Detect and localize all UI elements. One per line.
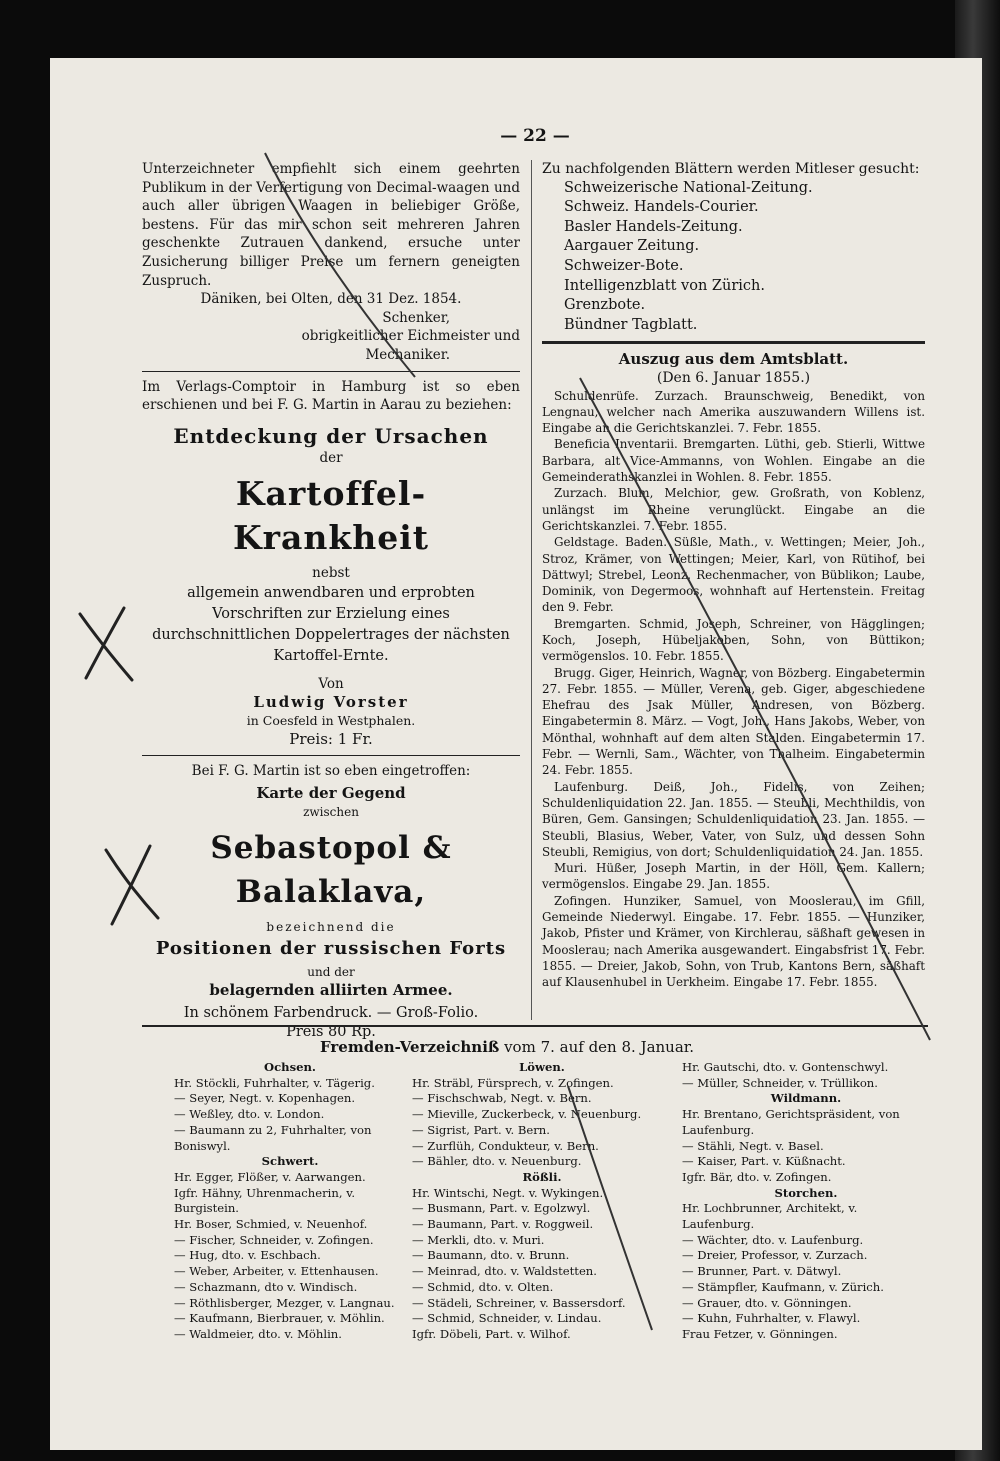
fremden-entry: — Röthlisberger, Mezger, v. Langnau. <box>174 1295 395 1310</box>
fremden-entry: Hr. Egger, Flößer, v. Aarwangen. <box>174 1169 366 1184</box>
fremden-entry: — Sigrist, Part. v. Bern. <box>412 1122 550 1137</box>
fremden-entry: — Müller, Schneider, v. Trüllikon. <box>682 1075 878 1090</box>
fremden-entry: — Grauer, dto. v. Gönningen. <box>682 1295 852 1310</box>
pencil-stroke-mark-icon <box>255 145 425 385</box>
ad-map-und-der: und der <box>307 964 355 979</box>
fremden-title-bold: Fremden-Verzeichniß <box>320 1038 500 1056</box>
list-item: Schweiz. Handels-Courier. <box>564 199 759 216</box>
fremden-title-rest: vom 7. auf den 8. Januar. <box>504 1038 695 1056</box>
ad-map-price: Preis 80 Rp. <box>286 1023 376 1040</box>
fremden-entry: — Weber, Arbeiter, v. Ettenhausen. <box>174 1264 379 1279</box>
pencil-stroke-mark-icon <box>560 1080 660 1340</box>
divider <box>142 755 520 756</box>
fremden-entry: — Kuhn, Fuhrhalter, v. Flawyl. <box>682 1311 861 1326</box>
pencil-stroke-mark-icon <box>560 370 940 1050</box>
ad-map-title-2: Sebastopol & Balaklava, <box>210 829 452 910</box>
fremden-entry: Hr. Stöckli, Fuhrhalter, v. Tägerig. <box>174 1075 375 1090</box>
fremden-entry: — Brunner, Part. v. Dätwyl. <box>682 1264 842 1279</box>
fremden-entry: Hr. Boser, Schmied, v. Neuenhof. <box>174 1217 368 1232</box>
fremden-entry: — Busmann, Part. v. Egolzwyl. <box>412 1201 591 1216</box>
newspaper-list <box>542 179 925 336</box>
fremden-entry: Igfr. Bär, dto. v. Zofingen. <box>682 1169 832 1184</box>
ad-scales-sign-name: Schenker, <box>382 309 450 326</box>
ad-book-description: allgemein anwendbaren und erprobten Vorschriften zur Erzielung eines durchschnittlichen Doppelertrages der nächsten Kartoffel-Ernte. <box>152 584 510 664</box>
pencil-cross-mark-icon <box>96 840 166 930</box>
fremden-entry: Hr. Brentano, Gerichtspräsident, von <box>682 1107 900 1122</box>
list-item: Intelligenzblatt von Zürich. <box>564 277 765 294</box>
ad-book-price: Preis: 1 Fr. <box>289 730 373 749</box>
fremden-entry: — Waldmeier, dto. v. Möhlin. <box>174 1326 342 1341</box>
ad-map-title-4: belagernden alliirten Armee. <box>209 981 453 1000</box>
ad-scales-date: Däniken, bei Olten, den 31 Dez. 1854. <box>200 291 462 308</box>
ad-map-format: In schönem Farbendruck. — Groß-Folio. <box>183 1005 479 1022</box>
fremden-entry: Igfr. Döbeli, Part. v. Wilhof. <box>412 1326 571 1341</box>
amtsblatt-entry: Laufenburg. Deiß, Joh., Fidelis, von Zeihen; Schuldenliquidation 22. Jan. 1855. — Steubli, Mechthildis, von Büren, Gem. Gansingen; Schuldenliquidation 23. Jan. 1855. — Steubli, Blasius, Weber, Vater, von Sulz, und dessen Sohn Steubli, Remigius, von dort; Schuldenliquidation 24. Jan. 1855. <box>542 779 925 859</box>
fremden-entry: — Fischer, Schneider, v. Zofingen. <box>174 1232 374 1247</box>
amtsblatt-date: (Den 6. Januar 1855.) <box>656 369 811 386</box>
fremden-entry: Hr. Lochbrunner, Architekt, v. Laufenburg. <box>682 1201 858 1232</box>
ad-map-bezeichnend: bezeichnend die <box>266 919 396 934</box>
fremden-entry: — Wächter, dto. v. Laufenburg. <box>682 1232 864 1247</box>
fremden-entry: — Stähli, Negt. v. Basel. <box>682 1138 824 1153</box>
fremden-entry: — Schmid, dto. v. Olten. <box>412 1279 554 1294</box>
amtsblatt-entry: Bremgarten. Schmid, Joseph, Schreiner, von Hägglingen; Koch, Joseph, Hübeljakoben, Sohn, von Büttikon; vermögenslos. 10. Febr. 1855. <box>542 616 925 664</box>
fremden-entry: — Stämpfler, Kaufmann, v. Zürich. <box>682 1279 884 1294</box>
fremden-entry: Boniswyl. <box>174 1138 231 1153</box>
fremden-entry: — Hug, dto. v. Eschbach. <box>174 1248 321 1263</box>
fremden-columns <box>174 1042 934 1342</box>
list-item: Grenzbote. <box>564 297 646 314</box>
divider <box>542 341 925 344</box>
ad-map-zwischen: zwischen <box>303 805 359 820</box>
ad-book-author: Ludwig Vorster <box>253 693 409 712</box>
fremden-entry: — Schazmann, dto v. Windisch. <box>174 1279 358 1294</box>
ad-scales-sign-title: obrigkeitlicher Eichmeister und <box>301 328 520 345</box>
ad-map-title-1: Karte der Gegend <box>256 784 406 803</box>
fremden-entry: — Kaufmann, Bierbrauer, v. Möhlin. <box>174 1311 385 1326</box>
fremden-entry: Storchen. <box>774 1185 838 1200</box>
ad-book-von: Von <box>318 675 344 692</box>
amtsblatt-entry: Muri. Hüßer, Joseph Martin, in der Höll, Gem. Kallern; vermögenslos. Eingabe 29. Jan. 1855. <box>542 861 925 892</box>
column-rule <box>531 160 532 1020</box>
ad-book-title-1: Entdeckung der Ursachen <box>173 423 489 448</box>
amtsblatt-entry: Zurzach. Blum, Melchior, gew. Großrath, von Koblenz, unlängst im Rheine verunglückt. Eingabe an die Gerichtskanzlei. 7. Febr. 1855. <box>542 486 925 533</box>
fremden-entry: — Fischschwab, Negt. v. Bern. <box>412 1091 592 1106</box>
ad-map-title-3: Positionen der russischen Forts <box>155 938 507 960</box>
amtsblatt-entry: Geldstage. Baden. Süßle, Math., v. Wettingen; Meier, Joh., Stroz, Krämer, von Wettingen; Meier, Karl, von Rütihof, bei Dättwyl; Strebel, Leonz, Rechenmacher, von Büblikon; Laube, Dominik, von Degermoos, wohnhaft auf Hertenstein. Freitag den 9. Febr. <box>542 535 925 615</box>
list-item: Schweizer-Bote. <box>564 257 684 274</box>
fremden-entry: — Schmid, Schneider, v. Lindau. <box>412 1311 602 1326</box>
fremden-entry: — Mieville, Zuckerbeck, v. Neuenburg. <box>412 1107 642 1122</box>
ad-map-intro: Bei F. G. Martin ist so eben eingetroffen: <box>191 762 471 779</box>
fremden-entry: — Kaiser, Part. v. Küßnacht. <box>682 1154 846 1169</box>
fremden-entry: — Weßley, dto. v. London. <box>174 1107 325 1122</box>
fremden-entry: Ochsen. <box>264 1060 316 1074</box>
fremden-entry: — Bähler, dto. v. Neuenburg. <box>412 1154 582 1169</box>
fremden-entry: Igfr. Hähny, Uhrenmacherin, v. Burgistein. <box>174 1185 356 1216</box>
fremden-entry: Hr. Wintschi, Negt. v. Wykingen. <box>412 1185 604 1200</box>
ad-book-title-2: Kartoffel-Krankheit <box>232 473 430 557</box>
ad-book-nebst: nebst <box>312 564 350 581</box>
ad-scales-sign-title2: Mechaniker. <box>365 346 450 363</box>
fremden-entry: Löwen. <box>519 1060 565 1074</box>
fremden-entry: — Baumann zu 2, Fuhrhalter, von <box>174 1122 372 1137</box>
fremden-entry: Laufenburg. <box>682 1122 755 1137</box>
fremden-col-3 <box>682 1060 930 1343</box>
fremden-entry: — Merkli, dto. v. Muri. <box>412 1232 545 1247</box>
fremden-entry: — Städeli, Schreiner, v. Bassersdorf. <box>412 1295 626 1310</box>
list-item: Schweizerische National-Zeitung. <box>564 179 813 196</box>
amtsblatt-entry: Schuldenrüfe. Zurzach. Braunschweig, Benedikt, von Lengnau, welcher nach Amerika auszuwandern Willens ist. Eingabe an die Gerichtskanzlei. 7. Febr. 1855. <box>542 388 925 436</box>
amtsblatt-title: Auszug aus dem Amtsblatt. <box>618 350 849 369</box>
readers-wanted-intro: Zu nachfolgenden Blättern werden Mitleser gesucht: <box>542 161 920 177</box>
amtsblatt-entry: Brugg. Giger, Heinrich, Wagner, von Bözberg. Eingabetermin 27. Febr. 1855. — Müller, Verena, geb. Giger, abgeschiedene Ehefrau des Jsak Müller, Andresen, von Bözberg. Eingabetermin 8. März. — Vogt, Joh., Hans Jakobs, Weber, von Mönthal, wohnhaft auf dem alten Stalden. Eingabetermin 17. Febr. — Wernli, Sam., Wächter, von Thalheim. Eingabetermin 24. Febr. 1855. <box>542 665 925 778</box>
fremden-entry: — Baumann, Part. v. Roggweil. <box>412 1217 594 1232</box>
fremden-entry: — Zurflüh, Condukteur, v. Bern. <box>412 1138 599 1153</box>
fremden-entry: Frau Fetzer, v. Gönningen. <box>682 1326 838 1341</box>
fremden-entry: — Dreier, Professor, v. Zurzach. <box>682 1248 868 1263</box>
fremden-entry: Hr. Sträbl, Fürsprech, v. Zofingen. <box>412 1075 614 1090</box>
ad-book-intro: Im Verlags-Comptoir in Hamburg ist so eben erschienen und bei F. G. Martin in Aarau zu beziehen: <box>142 378 520 414</box>
amtsblatt-entry: Zofingen. Hunziker, Samuel, von Mooslerau, im Gfill, Gemeinde Niederwyl. Eingabe. 17. Febr. 1855. — Hunziker, Jakob, Pfister und Krämer, von Kirchlerau, säßhaft gewesen in Mooslerau; nach Amerika ausgewandert. Eingabsfrist 17. Febr. 1855. — Dreier, Jakob, Sohn, von Trub, Kantons Bern, säßhaft auf Klausenhubel in Uerkheim. Eingabe 17. Febr. 1855. <box>542 893 925 990</box>
amtsblatt-entry: Beneficia Inventarii. Bremgarten. Lüthi, geb. Stierli, Wittwe Barbara, alt Vice-Ammanns, von Wohlen. Eingabe an die Gemeinderathskanzlei in Wohlen. 8. Febr. 1855. <box>542 437 925 485</box>
fremden-col-1 <box>174 1060 406 1343</box>
fremden-entry: Wildmann. <box>770 1091 842 1106</box>
fremden-entry: — Seyer, Negt. v. Kopenhagen. <box>174 1091 356 1106</box>
list-item: Basler Handels-Zeitung. <box>564 218 743 235</box>
page-number: — 22 — <box>500 126 570 146</box>
ad-book-place: in Coesfeld in Westphalen. <box>246 712 416 728</box>
fremden-entry: Schwert. <box>261 1154 319 1169</box>
fremden-entry: Hr. Gautschi, dto. v. Gontenschwyl. <box>682 1060 889 1074</box>
ad-book-der: der <box>319 450 343 467</box>
fremden-entry: — Baumann, dto. v. Brunn. <box>412 1248 570 1263</box>
ad-scales-text: Unterzeichneter empfiehlt sich einem geehrten Publikum in der Verfertigung von Decimal-waagen und auch aller übrigen Waagen in beliebiger Größe, bestens. Für das mir schon seit mehreren Jahren geschenkte Zutrauen dankend, ersuche unter Zusicherung billiger Preise um fernern geneigten Zuspruch. <box>142 161 520 289</box>
pencil-cross-mark-icon <box>72 600 142 690</box>
fremden-entry: — Meinrad, dto. v. Waldstetten. <box>412 1264 597 1279</box>
fremden-entry: Rößli. <box>522 1169 562 1184</box>
list-item: Aargauer Zeitung. <box>564 238 700 255</box>
list-item: Bündner Tagblatt. <box>564 316 698 333</box>
